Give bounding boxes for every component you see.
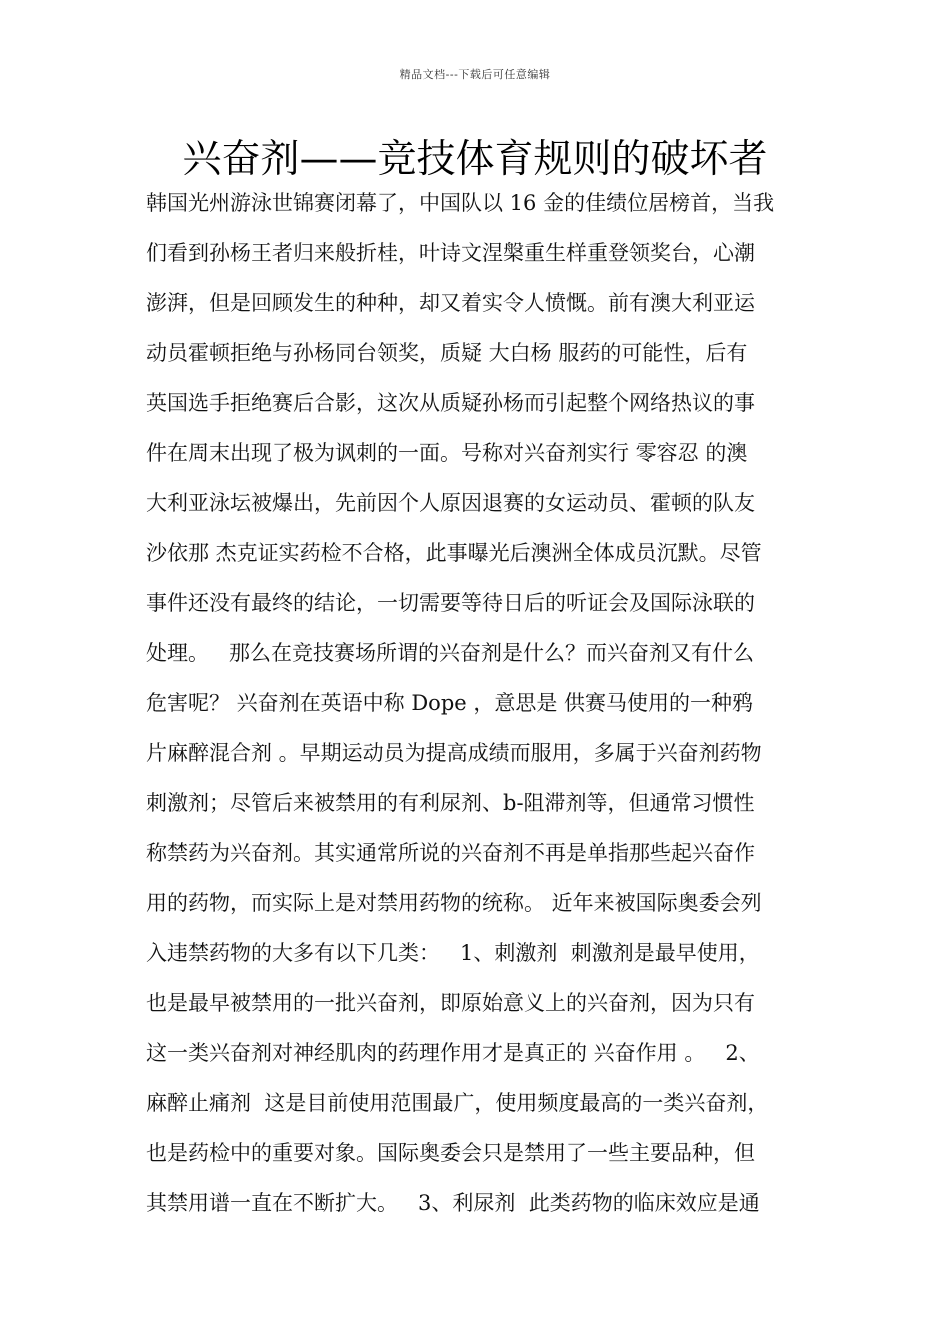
body-line: 其禁用谱一直在不断扩大。 3、利尿剂 此类药物的临床效应是通 [146,1191,760,1215]
body-line: 事件还没有最终的结论，一切需要等待日后的听证会及国际泳联的 [146,591,755,615]
body-line: 危害呢？ 兴奋剂在英语中称 Dope ，意思是 供赛马使用的一种鸦 [146,691,754,715]
body-line: 澎湃，但是回顾发生的种种，却又着实令人愤慨。前有澳大利亚运 [146,291,755,315]
body-line: 处理。 那么在竞技赛场所谓的兴奋剂是什么？而兴奋剂又有什么 [146,641,755,665]
body-line: 称禁药为兴奋剂。其实通常所说的兴奋剂不再是单指那些起兴奋作 [146,841,755,865]
body-line: 英国选手拒绝赛后合影，这次从质疑孙杨而引起整个网络热议的事 [146,391,755,415]
body-line: 片麻醉混合剂 。早期运动员为提高成绩而服用，多属于兴奋剂药物 [146,741,762,765]
body-line: 这一类兴奋剂对神经肌肉的药理作用才是真正的 兴奋作用 。 2、 [146,1041,760,1065]
document-title: 兴奋剂——竞技体育规则的破坏者 [182,137,768,182]
body-line: 刺激剂；尽管后来被禁用的有利尿剂、b-阻滞剂等，但通常习惯性 [146,791,755,815]
body-line: 韩国光州游泳世锦赛闭幕了，中国队以 16 金的佳绩位居榜首，当我 [146,191,775,215]
body-line: 也是药检中的重要对象。国际奥委会只是禁用了一些主要品种，但 [146,1141,755,1165]
body-line: 们看到孙杨王者归来般折桂，叶诗文涅槃重生样重登领奖台，心潮 [146,241,755,265]
body-line: 也是最早被禁用的一批兴奋剂，即原始意义上的兴奋剂，因为只有 [146,991,755,1015]
body-line: 件在周末出现了极为讽刺的一面。号称对兴奋剂实行 零容忍 的澳 [146,441,748,465]
body-line: 用的药物，而实际上是对禁用药物的统称。 近年来被国际奥委会列 [146,891,762,915]
body-line: 沙依那 杰克证实药检不合格，此事曝光后澳洲全体成员沉默。尽管 [146,541,762,565]
body-line: 大利亚泳坛被爆出，先前因个人原因退赛的女运动员、霍顿的队友 [146,491,755,515]
body-line: 动员霍顿拒绝与孙杨同台领奖，质疑 大白杨 服药的可能性，后有 [146,341,748,365]
document-body [146,178,826,1228]
body-line: 入违禁药物的大多有以下几类： 1、刺激剂 刺激剂是最早使用， [146,941,760,965]
body-line: 麻醉止痛剂 这是目前使用范围最广，使用频度最高的一类兴奋剂， [146,1091,769,1115]
page-header: 精品文档---下载后可任意编辑 [399,68,551,81]
